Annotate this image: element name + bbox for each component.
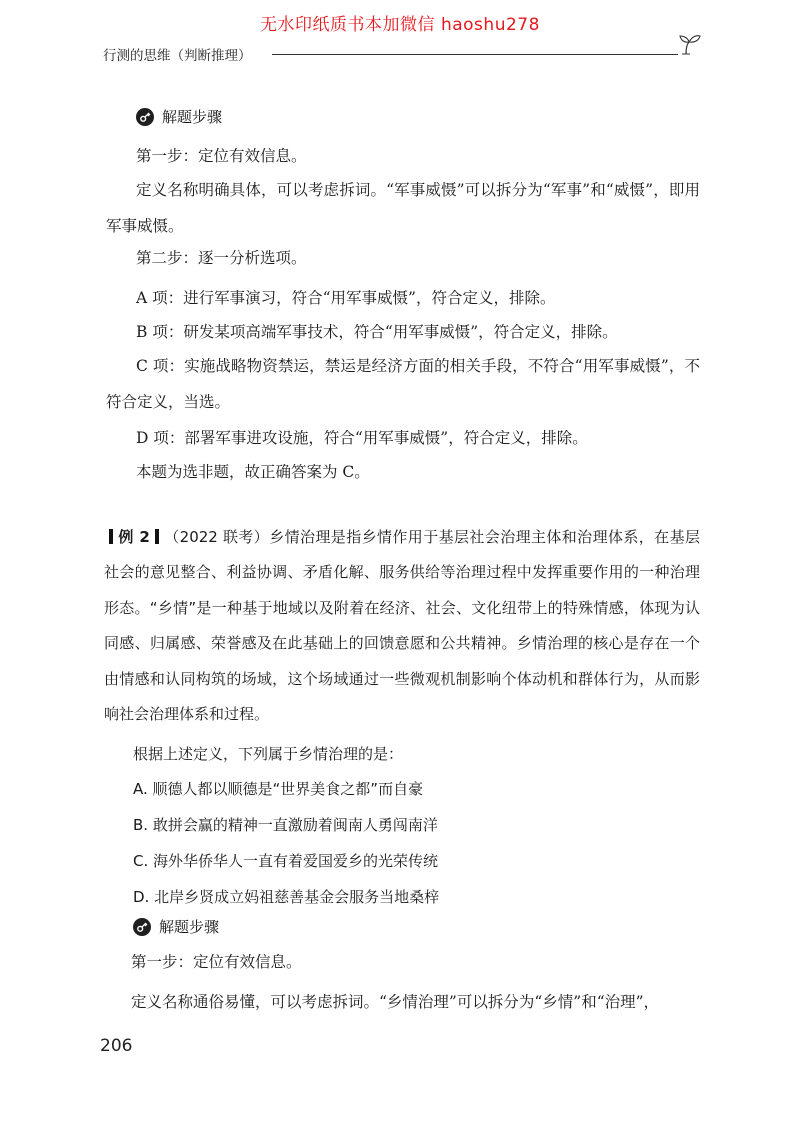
option-b-analysis: B 项：研发某项高端军事技术，符合“用军事威慑”，符合定义，排除。 <box>136 323 618 341</box>
solution-heading-2 <box>133 916 219 937</box>
example-body: （2022 联考）乡情治理是指乡情作用于基层社会治理主体和治理体系，在基层社会的意见整合、利益协调、矛盾化解、服务供给等治理过程中发挥重要作用的一种治理形态。“乡情”是一种基于地域以及附着在经济、社会、文化纽带上的特殊情感，体现为认同感、归属感、荣誉感及在此基础上的回馈意愿和公共精神。乡情治理的核心是存在一个由情感和认同构筑的场域，这个场域通过一些微观机制影响个体动机和群体行为，从而影响社会治理体系和过程。 <box>104 528 700 724</box>
step-two: 第二步：逐一分析选项。 <box>136 249 307 267</box>
answer-conclusion: 本题为选非题，故正确答案为 C。 <box>136 463 370 481</box>
sprout-icon <box>676 34 702 56</box>
key-icon <box>133 918 151 936</box>
example-label: 例 2 <box>118 528 150 546</box>
header-rule <box>272 54 678 55</box>
step-one-2: 第一步：定位有效信息。 <box>131 953 302 971</box>
running-head: 行测的思维（判断推理） <box>103 48 252 64</box>
watermark-text: 无水印纸质书本加微信 haoshu278 <box>260 15 540 35</box>
option-c: C. 海外华侨华人一直有着爱国爱乡的光荣传统 <box>133 852 439 870</box>
solution-paragraph: 定义名称明确具体，可以考虑拆词。“军事威慑”可以拆分为“军事”和“威慑”，即用军事威慑。 <box>106 181 700 235</box>
key-icon <box>136 108 154 126</box>
solution-heading-2-text: 解题步骤 <box>159 918 220 936</box>
option-d-analysis: D 项：部署军事进攻设施，符合“用军事威慑”，符合定义，排除。 <box>136 429 588 447</box>
option-c-analysis: C 项：实施战略物资禁运，禁运是经济方面的相关手段，不符合“用军事威慑”，不符合定义，当选。 <box>106 357 700 411</box>
page-number: 206 <box>100 1036 133 1056</box>
solution-2-paragraph: 定义名称通俗易懂，可以考虑拆词。“乡情治理”可以拆分为“乡情”和“治理”， <box>131 993 660 1011</box>
option-d: D. 北岸乡贤成立妈祖慈善基金会服务当地桑梓 <box>133 888 440 906</box>
question-stem: 根据上述定义，下列属于乡情治理的是： <box>133 745 404 763</box>
option-a-analysis: A 项：进行军事演习，符合“用军事威慑”，符合定义，排除。 <box>136 289 556 307</box>
bracket-bar-right <box>155 529 159 544</box>
step-one: 第一步：定位有效信息。 <box>136 147 307 165</box>
example-paragraph <box>104 520 700 732</box>
solution-heading <box>136 106 222 127</box>
option-b: B. 敢拼会赢的精神一直激励着闽南人勇闯南洋 <box>133 816 438 834</box>
option-a: A. 顺德人都以顺德是“世界美食之都”而自豪 <box>133 780 424 798</box>
solution-heading-text: 解题步骤 <box>162 108 223 126</box>
bracket-bar-left <box>109 529 113 544</box>
